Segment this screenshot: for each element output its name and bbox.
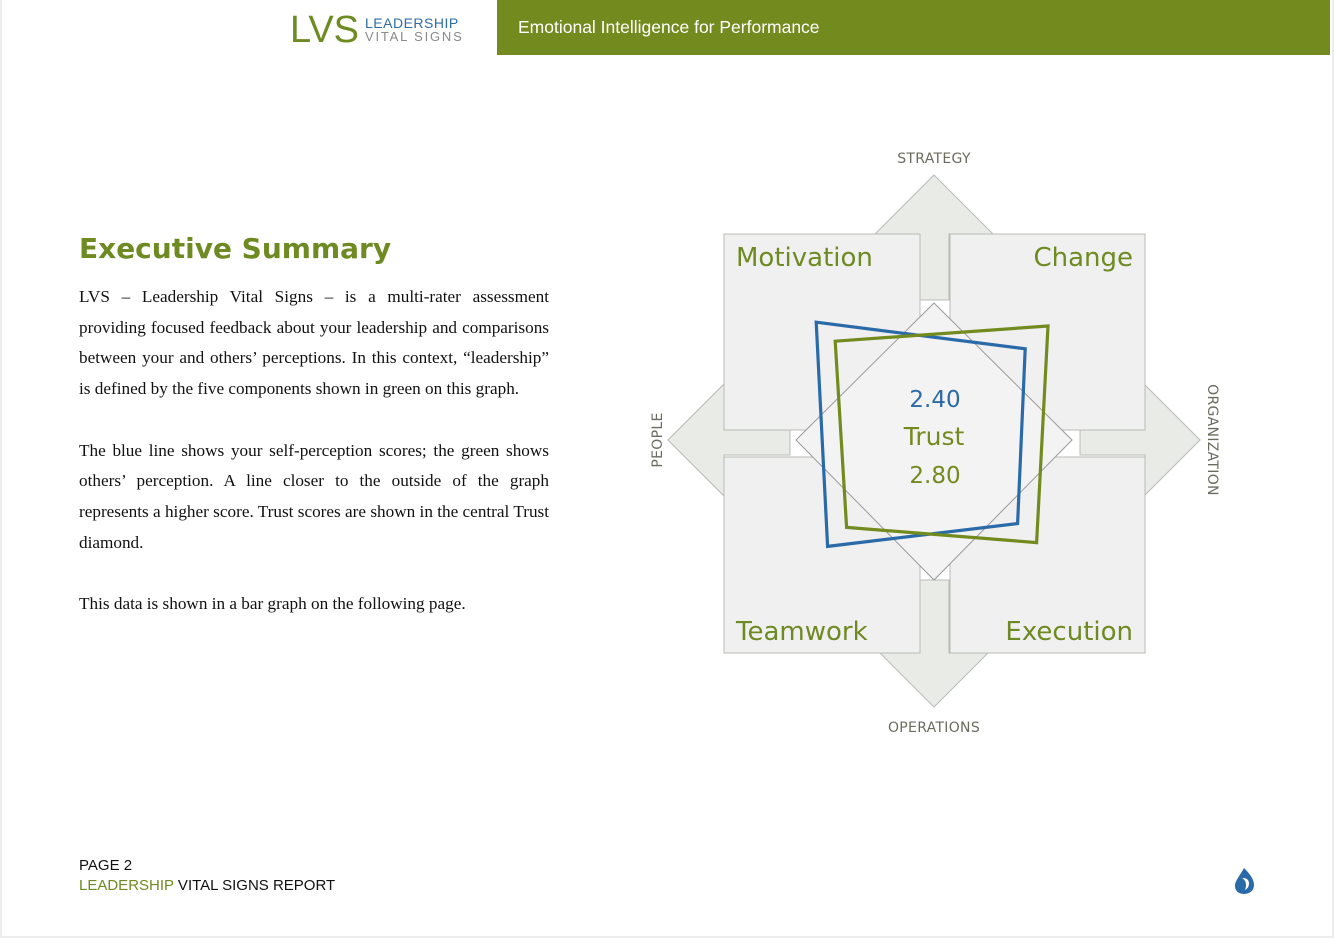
trust-label: Trust bbox=[903, 422, 965, 451]
report-name bbox=[79, 876, 335, 896]
axis-label-operations: OPERATIONS bbox=[887, 720, 981, 736]
paragraph-note: This data is shown in a bar graph on the following page. bbox=[79, 594, 466, 613]
axis-label-people: PEOPLE bbox=[650, 412, 666, 468]
page-title: Executive Summary bbox=[79, 232, 392, 265]
paragraph-intro: LVS – Leadership Vital Signs – is a multi-rater assessment providing focused feedback about your leadership and comparisons between your and others’ perceptions. In this context, “leadership” is defined by the five components shown in green on this graph. bbox=[79, 287, 549, 399]
summary-text bbox=[79, 282, 549, 650]
header-banner bbox=[497, 0, 1330, 55]
quadrant-label-change: Change bbox=[1033, 243, 1133, 273]
brand-drop-icon bbox=[1233, 867, 1255, 895]
quadrant-label-teamwork: Teamwork bbox=[736, 617, 868, 647]
logo-vital-signs-text: VITAL SIGNS bbox=[365, 29, 464, 44]
trust-score-self: 2.40 bbox=[909, 387, 961, 413]
quadrant-label-motivation: Motivation bbox=[736, 243, 873, 273]
trust-score-others: 2.80 bbox=[909, 463, 961, 489]
report-name-rest: VITAL SIGNS REPORT bbox=[173, 877, 336, 894]
axis-label-organization: ORGANIZATION bbox=[1204, 384, 1220, 496]
paragraph-legend: The blue line shows your self-perception scores; the green shows others’ perception. A line closer to the outside of the graph represents a higher score. Trust scores are shown in the central Trust diamond. bbox=[79, 440, 549, 552]
footer bbox=[79, 856, 335, 896]
quadrant-label-execution: Execution bbox=[1005, 617, 1133, 647]
logo-leadership-text: LEADERSHIP bbox=[365, 15, 459, 31]
lvs-logo bbox=[290, 10, 464, 50]
axis-label-strategy: STRATEGY bbox=[897, 151, 971, 167]
report-name-green: LEADERSHIP bbox=[79, 877, 174, 894]
banner-title: Emotional Intelligence for Performance bbox=[518, 17, 820, 37]
logo-lvs-text: LVS bbox=[290, 9, 360, 51]
page-number: PAGE 2 bbox=[79, 857, 133, 874]
leadership-radar-chart bbox=[620, 140, 1240, 750]
